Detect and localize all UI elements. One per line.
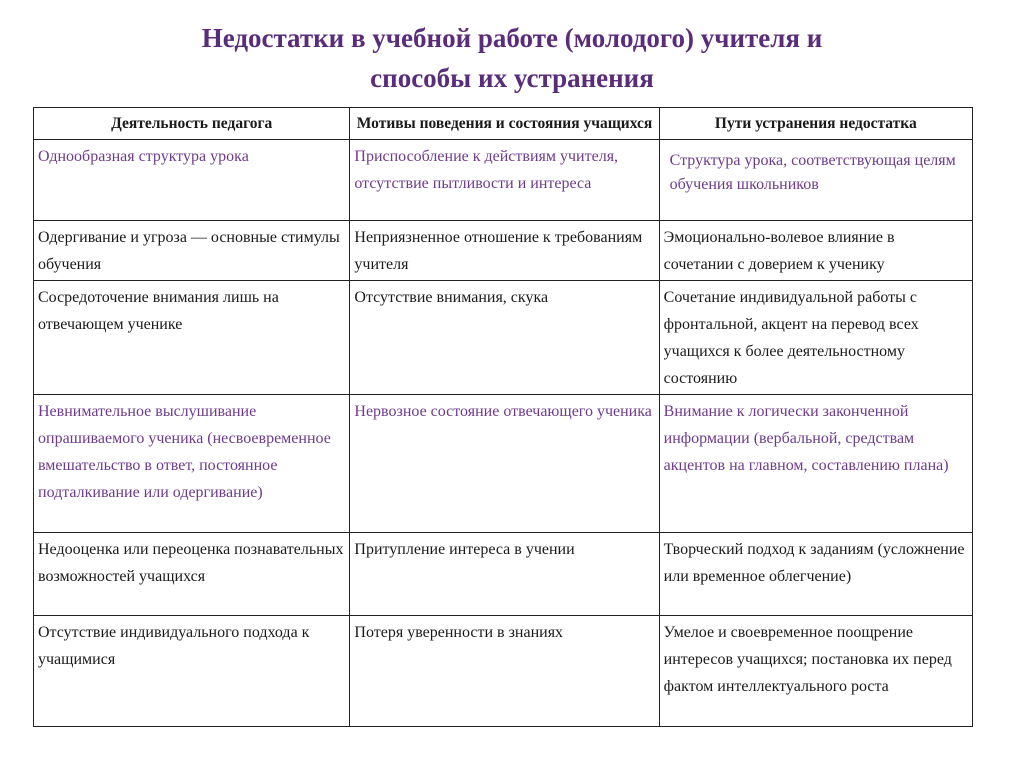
header-motives: Мотивы поведения и состояния учащихся: [350, 108, 659, 140]
cell-remedy: Эмоционально-волевое влияние в сочетании с доверием к ученику: [659, 221, 972, 281]
page-title: [0, 18, 1024, 98]
cell-activity: Невнимательное выслушивание опрашиваемого ученика (несвоевременное вмешательство в ответ, постоянное подталкивание или одергивание): [34, 395, 350, 533]
cell-motives: Нервозное состояние отвечающего ученика: [350, 395, 659, 533]
header-activity: Деятельность педагога: [34, 108, 350, 140]
table-row: [34, 281, 973, 395]
cell-activity: Недооценка или переоценка познавательных возможностей учащихся: [34, 533, 350, 616]
cell-activity: Сосредоточение внимания лишь на отвечающем ученике: [34, 281, 350, 395]
page-title-line-1: Недостатки в учебной работе (молодого) учителя и: [201, 23, 823, 53]
table-row: [34, 395, 973, 533]
cell-remedy: Творческий подход к заданиям (усложнение или временное облегчение): [659, 533, 972, 616]
table-row: [34, 616, 973, 727]
cell-motives: Неприязненное отношение к требованиям учителя: [350, 221, 659, 281]
deficiencies-table: [33, 107, 973, 727]
cell-motives: Приспособление к действиям учителя, отсутствие пытливости и интереса: [350, 140, 659, 221]
table-row: [34, 221, 973, 281]
table-header-row: [34, 108, 973, 140]
cell-remedy: Сочетание индивидуальной работы с фронтальной, акцент на перевод всех учащихся к более деятельностному состоянию: [659, 281, 972, 395]
header-remedy: Пути устранения недостатка: [659, 108, 972, 140]
table-row: [34, 140, 973, 221]
cell-remedy: Структура урока, соответствующая целям обучения школьников: [659, 140, 972, 221]
cell-activity: Однообразная структура урока: [34, 140, 350, 221]
cell-activity: Одергивание и угроза — основные стимулы обучения: [34, 221, 350, 281]
cell-remedy: Внимание к логически законченной информации (вербальной, средствам акцентов на главном, составлению плана): [659, 395, 972, 533]
table-row: [34, 533, 973, 616]
cell-motives: Притупление интереса в учении: [350, 533, 659, 616]
page-title-line-2: способы их устранения: [370, 63, 654, 93]
cell-motives: Отсутствие внимания, скука: [350, 281, 659, 395]
cell-remedy: Умелое и своевременное поощрение интересов учащихся; постановка их перед фактом интеллектуального роста: [659, 616, 972, 727]
cell-motives: Потеря уверенности в знаниях: [350, 616, 659, 727]
cell-activity: Отсутствие индивидуального подхода к учащимися: [34, 616, 350, 727]
